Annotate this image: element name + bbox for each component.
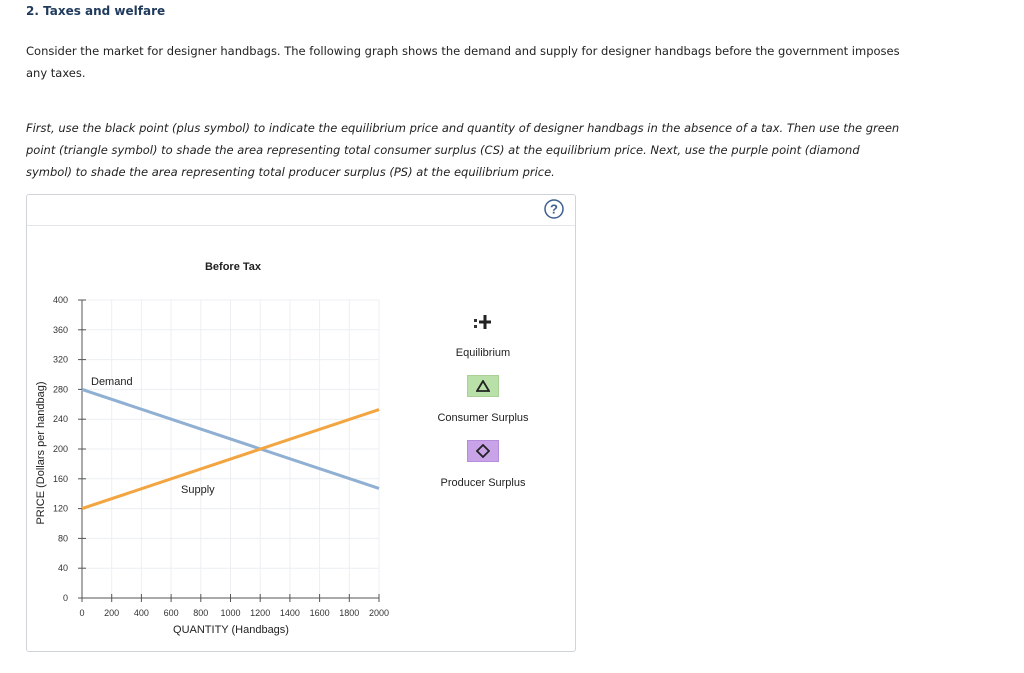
producer-surplus-tool[interactable] — [467, 440, 499, 462]
y-tick-label: 40 — [57, 563, 68, 574]
section-heading: 2. Taxes and welfare — [26, 4, 166, 18]
y-tick-label: 0 — [62, 593, 68, 603]
instructions-text: First, use the black point (plus symbol) to indicate the equilibrium price and quantity of designer handbags in the absence of a tax. Then use the green point (triangle symbol) to shade the area representing total consumer surplus (CS) at the equilibrium price. Next, use the purple point (diamond symbol) to shade the area representing total producer surplus (PS) at the equilibrium price. — [26, 121, 900, 179]
y-tick-label: 360 — [52, 324, 68, 335]
diamond-icon — [476, 444, 490, 458]
x-tick-label: 2000 — [368, 608, 390, 618]
x-tick-label: 1000 — [220, 608, 241, 618]
demand-label: Demand — [91, 376, 133, 388]
y-tick-label: 160 — [52, 473, 68, 484]
y-tick-label: 240 — [52, 414, 68, 425]
y-tick-label: 120 — [52, 503, 68, 514]
equilibrium-label: Equilibrium — [455, 347, 511, 359]
x-tick-label: 1400 — [279, 608, 300, 618]
consumer-surplus-tool[interactable] — [467, 375, 499, 397]
triangle-icon — [476, 380, 490, 392]
x-tick-label: 600 — [163, 608, 179, 618]
x-tick-label: 1200 — [250, 608, 271, 618]
y-tick-label: 200 — [52, 444, 68, 454]
x-tick-label: 0 — [79, 608, 85, 618]
y-tick-label: 80 — [57, 533, 68, 544]
x-tick-label: 1800 — [339, 608, 360, 618]
x-tick-label: 800 — [193, 608, 209, 618]
intro-text: Consider the market for designer handbags. The following graph shows the demand and supply for designer handbags before the government imposes any taxes. — [26, 44, 900, 80]
consumer-surplus-label: Consumer Surplus — [437, 412, 529, 424]
chart-title: Before Tax — [204, 261, 262, 273]
grid — [82, 300, 379, 598]
supply-label: Supply — [181, 484, 215, 496]
axes — [53, 295, 389, 618]
y-axis-title: PRICE (Dollars per handbag) — [35, 381, 47, 525]
x-axis-title: QUANTITY (Handbags) — [173, 624, 289, 636]
y-tick-label: 280 — [52, 384, 68, 395]
curve-labels — [91, 376, 215, 496]
equilibrium-plus-tool[interactable] — [472, 313, 492, 331]
x-tick-label: 200 — [104, 608, 120, 618]
y-tick-label: 320 — [52, 354, 68, 365]
x-tick-label: 1600 — [309, 608, 330, 618]
y-tick-label: 400 — [52, 295, 68, 305]
x-tick-label: 400 — [133, 608, 149, 618]
svg-text:?: ? — [550, 201, 558, 217]
producer-surplus-label: Producer Surplus — [440, 477, 526, 489]
